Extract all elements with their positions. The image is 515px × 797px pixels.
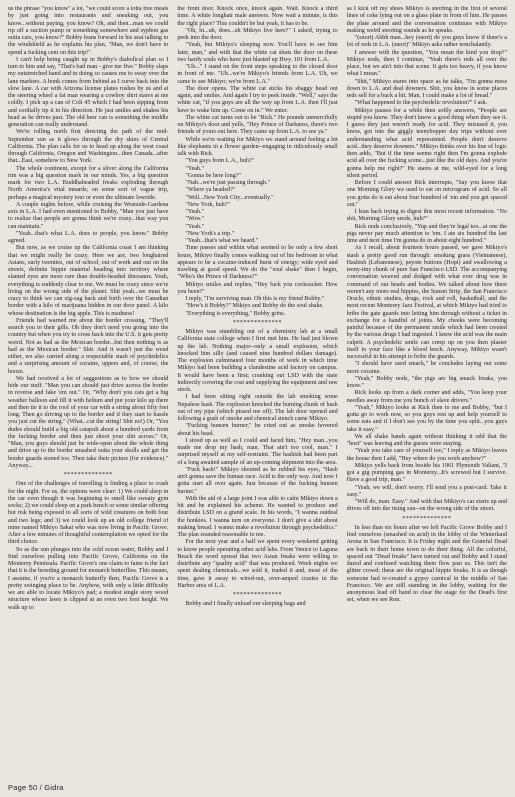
article-paragraph: Bobby and I finally unload our sleeping bags and bbox=[185, 601, 306, 608]
article-paragraph: Mikiyo was stumbling out of a chemistry lab at a small California state college when I first met him. He had just blown up the lab. Nothing major--only a small explosion, which knocked him silly (and caused nine hundred dollars damage). The explosion culminated four months of work in which time Mikiyo had been building a clandestine acid factory on campus. It would have been a first; cranking out LSD with the state indirectly covering the cost and supplying the equipment and raw stock. bbox=[177, 329, 338, 393]
article-paragraph: "(snort) Ahhh man...hey (snort) do you guys know if there's a lot of reds in L.A. (snort)" Mikiyo asks rather nonchalantly. bbox=[346, 35, 507, 49]
article-paragraph: "Yeah...that's what we heard." bbox=[185, 238, 259, 244]
section-separator: ************** bbox=[63, 472, 113, 478]
column-1 bbox=[8, 6, 168, 778]
article-paragraph: "Yeah, but Mikiyo's sleeping now. You'll have to see him later, man," and with that the white cat shuts the door on these two hardy souls who have just blasted up Hwy. 101 from L.A. bbox=[177, 42, 338, 63]
article-paragraph: Time passes and within what seemed to be only a few short hours, Mikiyo finally comes walking out of his bedroom in what appears to be a cocaine-induced burst of energy; wide eyed and trawling at good speed. We do the "soul shake" then I begin, "Who's the Prince of Darkness?" bbox=[177, 245, 338, 281]
article-paragraph: I can't help being caught up in Bobby's diabolical plan so I turn to him and say, "That's bad man - give me five." Bobby slaps my outstretched hand and in doing so causes me to sway over the lane markers. A honk comes from behind as I curve back into the slow lane. A car with Arizona license plates rushes by us and at the steering wheel a fat man wearing a cowboy shirt stares at me coldly. I pick up a can of Colt 45 which I had been sipping from and cordially tip it in his direction. He just smiles and shakes his head as he drives past. The old beer can is something the middle generation can really understand. bbox=[8, 56, 169, 128]
article-paragraph: "How's it Bobby?" Mikiyo and Bobby do the soul shake. bbox=[185, 303, 324, 310]
article-paragraph: We had received a lot of suggestions as to how we should hide our stuff. "Man you can should just drive across the border in reverse and fake 'em out." Or, "Why don't you cats get a big weather balloon and fill it with helium and put your kilo up there and then tie it to the roof of your car with a string about fifty feet long. Then go driving up to the border and if they start to hassle you just cut the string." (What...cut the string! Shit no!) Or, "You dudes should build a big old catapult about a hundred yards from the fucking border and then just shoot your shit across." Or, "Man, you guys should just be wide-open about the whole thing and drive up to the border smashed outta your skulls and get the border guards stoned too. Then take their picture (for evidence)." Anyway... bbox=[8, 375, 169, 469]
article-paragraph: as I kick off my shoes Mikiyo is snorting in the first of several lines of coke lying out on a glass plate in front of him. He passes the plate around and the conversation continues with Mikiyo making weird snorting sounds as he speaks. bbox=[346, 6, 507, 34]
article-paragraph: "Everything is everything," Bobby grins. bbox=[185, 310, 286, 317]
section-separator: ************** bbox=[232, 319, 282, 326]
article-paragraph: "Yeah, we will, don't worry. I'll send you a post-card. Take it easy." bbox=[346, 484, 507, 498]
article-paragraph: As I recall, about fourteen hours passed, we gave Mikiyo's stash a pretty good run through: smoking grass (Vietnamese), Hashish (Lebanonese), peyote buttons (Hopi) and swallowing a teeny-tiny chunk of pure San Francisco LSD. The accompanying conversation weaved and dodged with what ever drug was in command of our heads and bodies. We talked about how there weren't any more real hippies, the Sunset Strip, the San Francisco Oracle, ethnic studies, drugs, rock and roll, basketball, and the most recent Monterey Jazz Festival, at which Mikiyo had tried to bribe the gate guards into letting him through without a ticket in exchange for a handful of joints. My cheeks were becoming painful because of the permanent smile which had been created by the various drugs I had ingested. I knew the acid was the main culprit. A psychedelic smile can creep up on you then plaster itself to your face like a blood leech. Anyway, Mikiyo wasn't successful in his attempt to bribe the guards. bbox=[346, 245, 507, 360]
article-paragraph: "Uh..." I stand on the front steps speaking to the closed door in front of me. "Uh...we're Mikiyo's friends from L.A. Uh, we came to see Mikiyo; we're from L.A." bbox=[177, 64, 338, 85]
article-paragraph: While we're waiting for Mikiyo we stand around feeling a bit like elephants in a flower garden--engaging in ridiculously small talk with Rick. bbox=[177, 136, 338, 157]
article-paragraph: Friends had warned me about the border crossing. "They'll search you to their gills. Oh they don't need you going into the country but when you try to cross back into the U.S. it gets pretty weird. Not as bad as the Mexican border...but then nothing is as bad as the Mexican border." Shit. And it wasn't just the weed either, we also carried along a respectable stash of psychedelics and a surprising amount of cocaine, uppers and, of course, the booze. bbox=[8, 317, 169, 375]
article-paragraph: "Yeah." bbox=[185, 223, 205, 230]
article-paragraph: "Yeah...that's what L.A. does to people, you know." Bobby agreed. bbox=[8, 230, 169, 244]
article-paragraph: The door opens. The white cat sticks his shaggy head out again, and smiles. And again I try to peek inside. "Well," says the white cat, "if you guys are all the way up from L.A. then I'll just have to wake him up. Come on in." We enter. bbox=[177, 85, 338, 114]
article-paragraph: "Fucking bunsen burner," he cried out as smoke hovered about his head. bbox=[177, 423, 338, 437]
article-paragraph: "Well...New York City...eventually." bbox=[185, 194, 274, 201]
article-paragraph: "Nah...we're just passing through." bbox=[185, 180, 271, 186]
article-paragraph: I stood up as well as I could and faced him, "Hey man...you made me drop my hash, man. That ain't too cool, man." I surprised myself at my self-restraint. The hashish had been part of a long awaited sample of an up-coming shipment into the area. bbox=[177, 437, 338, 466]
article-paragraph: But now, as we cruise up the California coast I am thinking that we might really be crazy. Here we are, two longhaired Asians, early twenties, out of school, out of work and out on the streets, definite hippie material heading into territory where slanted eyes are more rare than double-headed dinosaurs. Yeah, everything is suddenly clear to me. We must be crazy since we're living on the wrong side of the planet. Shit yeah...we must be crazy to think we can zig-zag back and forth over the Canadian border with a kilo of marijuana hidden in our door panel. A kilo whose destination is the big apple. This is madness! bbox=[8, 245, 169, 317]
column-3 bbox=[347, 6, 507, 778]
article-paragraph: "Will do, man. Easy." And with that Mikiyo's car starts up and drives off into the rising sun--on the wrong side of the street. bbox=[346, 499, 507, 513]
article-paragraph: "I should have used smack," he concludes laying out some more cocaine. bbox=[346, 361, 507, 375]
article-paragraph: "New York's a trip." bbox=[185, 230, 235, 237]
article-paragraph: Rick looks up from a dark corner and adds, "You keep your needles away from me you bunch of slave drivers." bbox=[346, 390, 507, 404]
column-2 bbox=[177, 6, 337, 778]
section-separator: ************** bbox=[402, 515, 452, 522]
article-paragraph: the front door. Knock once, knock again. Wait. Knock a third time. A white longhair male answers. Now wait a minute, is this the right place? This couldn't be but yeah, it has to be. bbox=[177, 6, 338, 27]
article-paragraph: The white cat turns out to be "Rick." He pounds unmercifully on Mikiyo's door and yells, "Hey Prince of Darkness, there's two friends of yours out here. They came up from L.A. to see ya." bbox=[177, 114, 338, 136]
section-separator: ************** bbox=[232, 592, 282, 598]
page-footer: Page 50 / Gidra bbox=[8, 783, 64, 792]
article-paragraph: One of the challenges of travelling is finding a place to crash for the night. For us, the options were clear: 1) We could sleep in the car even though it was beginning to smell like sweaty gym socks; 2) we could sleep on a park bench or some similar offering but risk being exposed to all sorts of wild creatures on both four and two legs; and 3) we could look up an old college friend of mine named Mikiyo Sakai who was now living in Pacific Grove. After a few minutes of thoughtful contemplation we opted for the third choice. bbox=[8, 481, 169, 546]
article-paragraph: "Yeah." bbox=[185, 165, 205, 172]
article-paragraph: A couple nights before, while cruising the Westside-Gardena axis in L.A. I had even mentioned to Bobby, "Man you just have to realize that people are gonna think we're crazy...that way you can maintain." bbox=[8, 201, 169, 230]
article-paragraph: "Yeah," Mikiyo looks at Rick then to me and Bobby, "but I gotta go to work now, so you guys rest up and help yourself to some eats and if I don't see you by the time you split...you guys take it easy." bbox=[346, 404, 507, 433]
article-paragraph: I reply, "I'm surviving man. Oh this is my friend Bobby." bbox=[185, 296, 325, 302]
article-paragraph: I lean back trying to digest this most recent information. "No shit, Morning Glory seeds, huh?" bbox=[346, 209, 507, 223]
article-paragraph: "Where ya headed?" bbox=[185, 187, 236, 194]
article-paragraph: Mikiyo yells back from beside his 1961 Plymouth Valiant, "I got a gig pumping gas in Monterey...It's screwed but I survive. Have a good trip, man." bbox=[346, 462, 507, 484]
article-paragraph: "You guys from L.A., huh?" bbox=[185, 158, 255, 165]
article-paragraph: Rick nods conclusively, "Yup and they're legal too...at one the pigs never pay much attention to 'em. I ate six hundred the last time and next time I'm gonna do in about eight hundred." bbox=[346, 223, 507, 244]
article-paragraph: For the next year and a half we spent every weekend getting to know people operating other acid labs. From Venice to Laguna Beach the word spread that two Asian freaks were willing to distribute any "quality acid" that was produced. Week nights we spent dealing chemicals...we sold it, traded it and, most of the time, gave it away to wired-out, over-amped crazies in the Harbor area of L.A. bbox=[177, 539, 338, 589]
article-paragraph: "Wow." bbox=[185, 216, 205, 223]
article-paragraph: Before I could answer Rick interrupts, "Say you know that one Morning Glory we used to eat on microgram of acid. So all you gotta do is eat about four hundred of 'em and you get spaced out." bbox=[346, 180, 507, 208]
article-paragraph: With the aid of a large joint I was able to calm Mikiyo down a bit and he explained his scheme. He wanted to produce and distribute LSD on a grand scale. In his words, "I wanna outdeal the honkies. I wanna turn on everyone. I don't give a shit about making bread. I wanna make a revolution through psychedelics." The plan sounded reasonable to me. bbox=[177, 495, 338, 538]
article-paragraph: "Shit," Mikiyo stares into space as he talks, "I'm gonna mess down to L.A. and deal downers. Shit, you know in some places reds sell for a buck a hit. Man, I could make a lot of bread." bbox=[346, 78, 507, 99]
article-paragraph: "New York, huh?" bbox=[185, 201, 230, 208]
article-paragraph: So as the sun plunges into the cold ocean water, Bobby and I find ourselves pulling into Pacific Grove, California on the Monterey Peninsula. Pacific Grove's one claim to fame is the fact that it is the breeding ground for monarch butterflies. This means, I assume, if you're a monarch butterfly then, Pacific Grove is a pretty swinging place to be. Anyhow, with only a little difficulty we are able to locate Mikiyo's pad; a modest single story wood structure whose lawn is clipped at an even two foot height. We walk up to bbox=[8, 546, 169, 611]
article-paragraph: We all shake hands again without thinking it odd that the "host" was leaving and the guests were staying. bbox=[346, 433, 507, 447]
article-paragraph: "Gonna be here long?" bbox=[185, 172, 241, 179]
article-paragraph: The whole continent, except for a sliver along the California rim was a big question mark in our minds. Yes, a big question mark for two L.A. Buddhaheaded freaks exploding through North America's vital innards; on some sort of vague trip, perhaps a magical mystery tour or even the ultimate lowride. bbox=[8, 165, 169, 201]
article-paragraph: "Oh, hi...uh, does...uh Mikiyo live here?" I asked, trying to peek into the door. bbox=[177, 27, 338, 41]
article-paragraph: "Yeah," Bobby nods, "the pigs are big smack freaks, you know." bbox=[346, 375, 507, 389]
article-paragraph: "What happened to the psychedelic revolution?" I ask. bbox=[354, 100, 488, 107]
article-paragraph: We're rolling north first directing the path of the mid-September sun as it glows through the dry skies of Central California. The plan calls for us to head up along the west coast through California, Oregon and Washington...then Canada...after that...East, somehow to New York. bbox=[8, 129, 169, 165]
article-paragraph: Mikiyo pauses for a while then softly answers, "People are stupid you know. They don't know a good thing when they see it. I guess they just weren't ready for acid. They misused it, you know, got into the giggly teenybopper day trips without ever understanding what acid represented. People don't deserve acid...they deserve downers." Mikiyo thinks over his line of logic then adds, "But if the time seems right then I'm gonna explode acid all over the fucking scene...just like the old days. And you're gonna help me right?" He stares at me, wild-eyed for a long silent period. bbox=[346, 107, 507, 179]
article-paragraph: In less than six hours after we left Pacific Grove Bobby and I find ourselves (smashed on acid) in the lobby of the Winterland Arena in San Francisco. It is Friday night and the Grateful Dead are back in their home town to do their thing. All the colorful, spaced out "Dead freaks" have turned out and Bobby and I stand dazed and confused watching them flow past us. This isn't the glitter crowd; these are the original hippie freaks. It is as though someone had re-created a gypsy carnival in the middle of San Francisco. We are still standing in the lobby, waiting for the anonymous lead off band to clear the stage for the Dead's first set, when we see Ron. bbox=[346, 524, 507, 604]
article-paragraph: Mikiyo smiles and replies, "Hey fuck you cocksucker. How you been?" bbox=[177, 281, 338, 295]
article-columns bbox=[8, 6, 507, 778]
article-paragraph: "Yeah." bbox=[185, 209, 205, 215]
article-paragraph: "Yeah you take care of yourself too," I reply as Mikiyo leaves the house then I add, "Hey where do you work anyhow?" bbox=[346, 448, 507, 462]
article-paragraph: us the phrase "you know" a lot, "we could score a lotta free meals by just going into restaurants and sneaking out, you know...without paying, you know? Oh, and then...man we could rip off a suction pump or something somewhere and syphon gas outta cars, you know?" Bobby leans forward in his seat talking to the windshield as he explains his plan, "Man, we don't have to spend a fucking cent on this trip!" bbox=[8, 6, 169, 56]
article-paragraph: "Fuck hash!" Mikiyo shouted as he rubbed his eyes, "Hash ain't gonna save the human race. Acid is the only way. And now I gotta start all over again. Just because of the fucking bunsen burner." bbox=[177, 466, 338, 495]
article-paragraph: I answer with the question, "You mean the kind you drop?" Mikiyo nods, then I continue, "Yeah there's reds all over the place, but we ain't into that scene. It gets too heavy, if you know what I mean." bbox=[346, 49, 507, 78]
article-paragraph: I had been sitting right outside the lab smoking some Nepalese hash. The explosion knocked the burning chunk of hash out of my pipe (which pissed me off). The lab door opened and following a gush of smoke and chemical stench came Mikiyo. bbox=[177, 394, 338, 422]
